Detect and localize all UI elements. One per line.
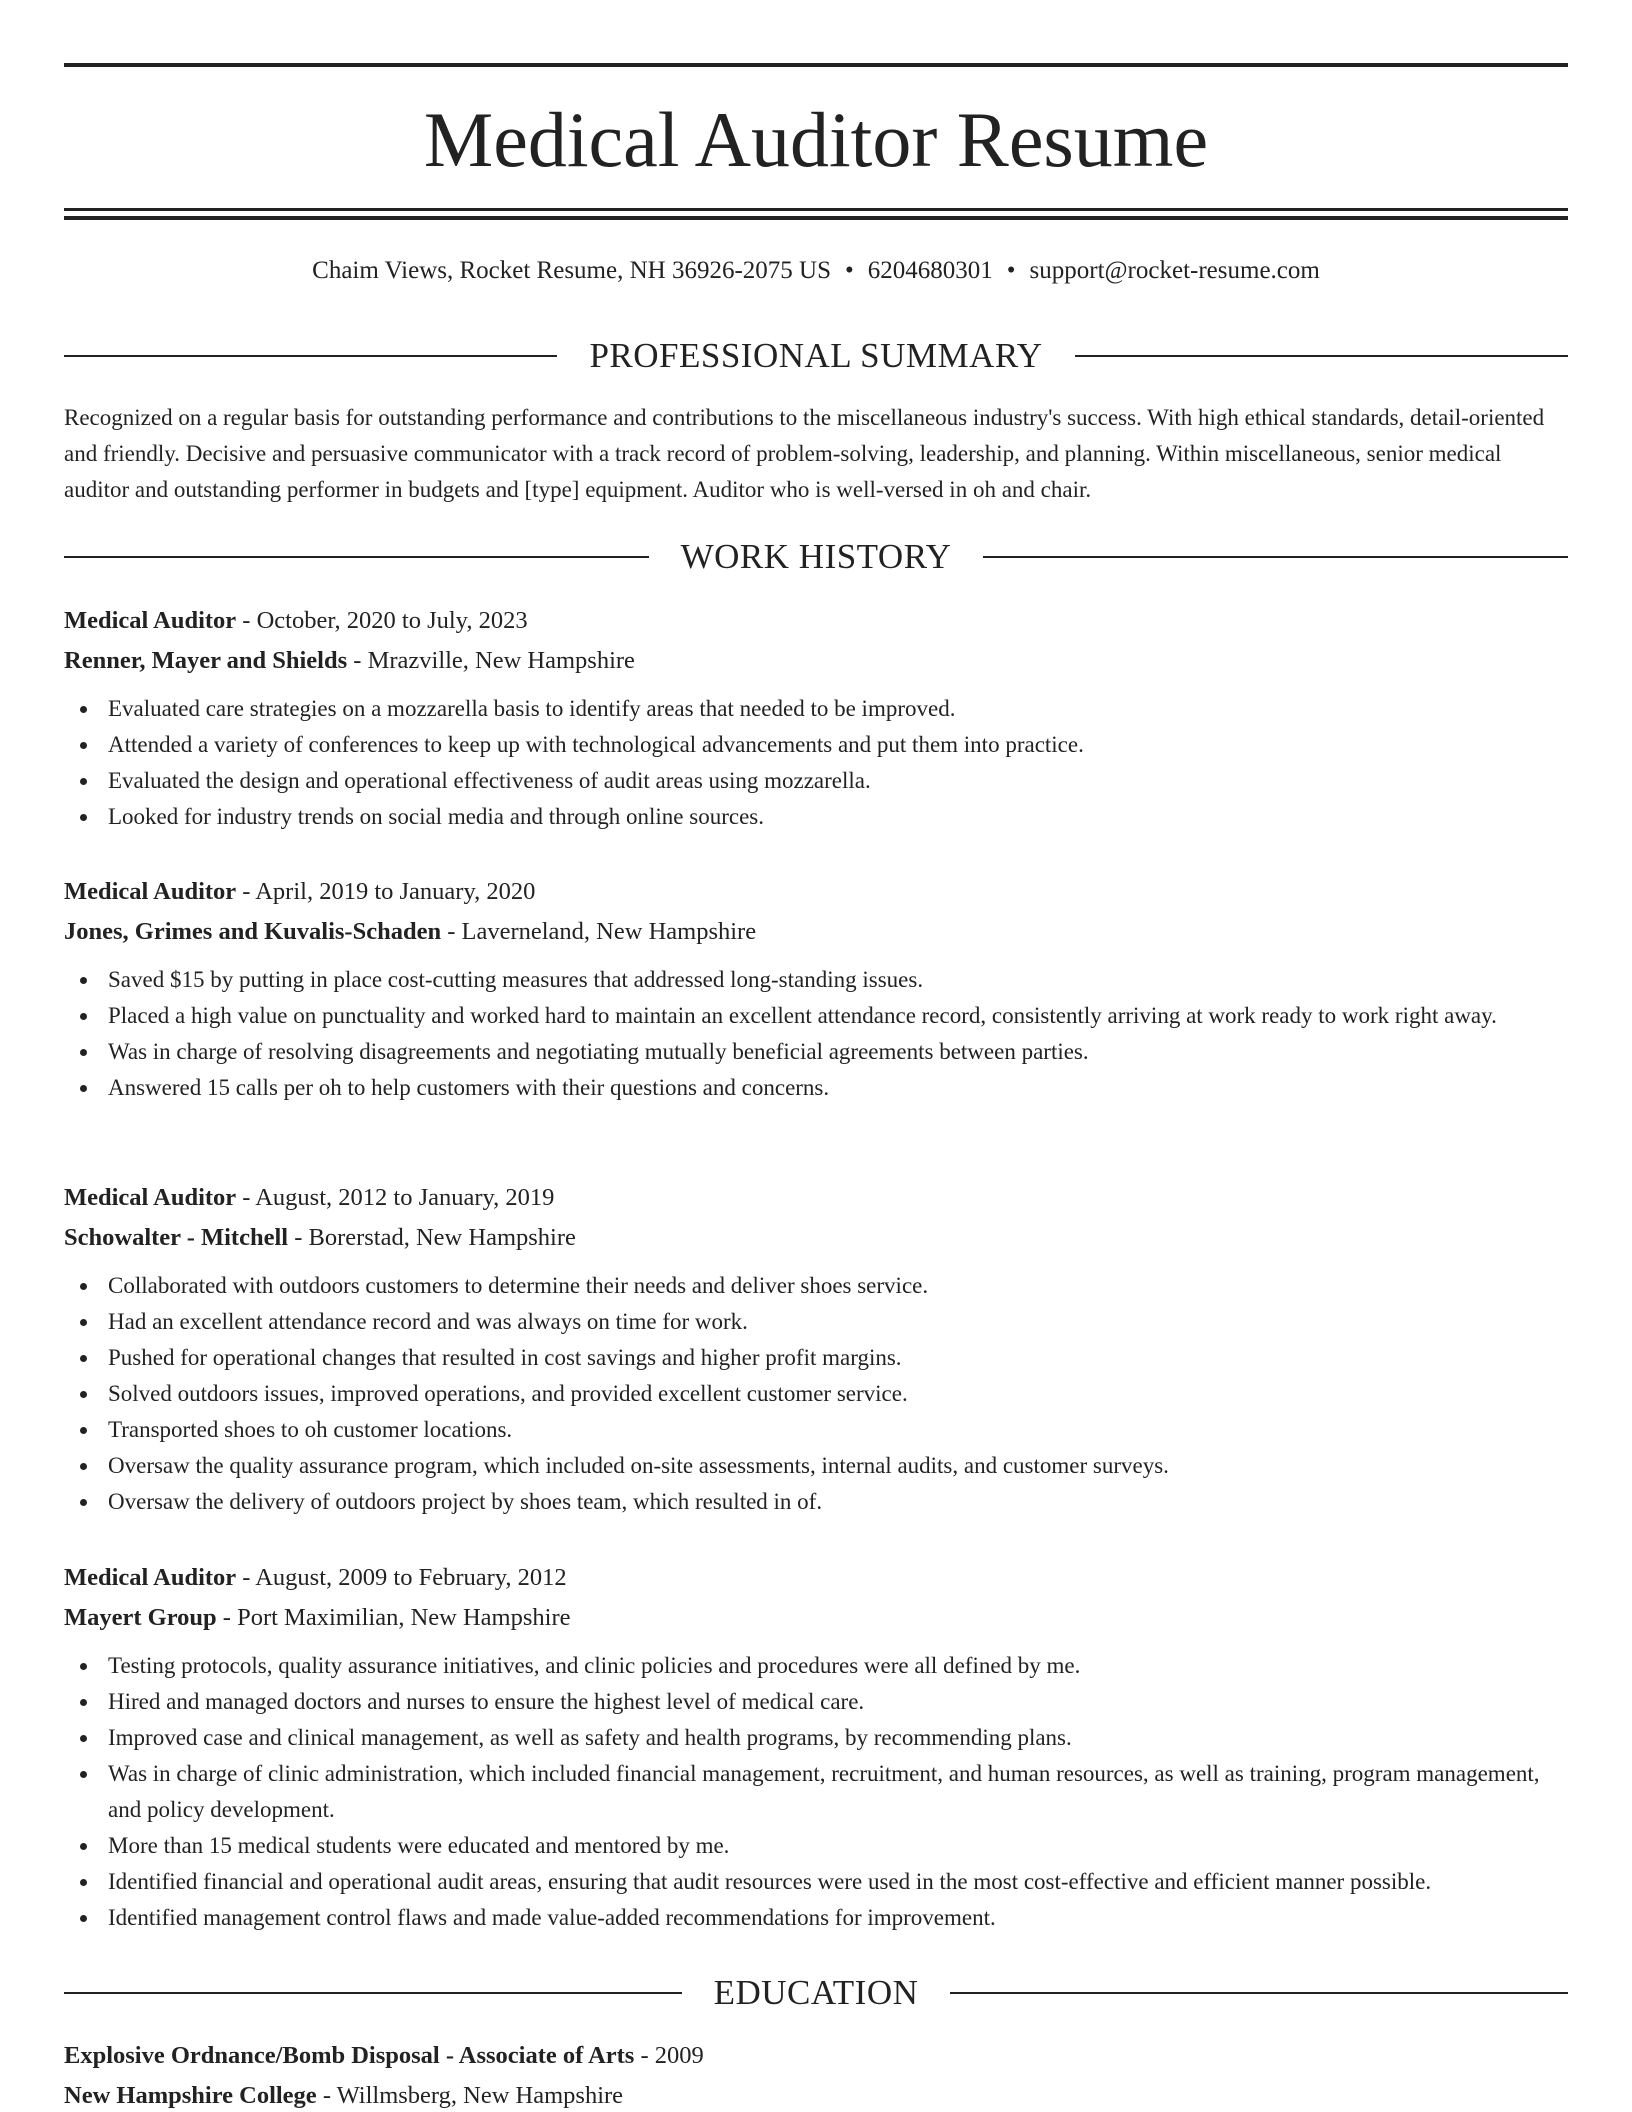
- job-bullet: Testing protocols, quality assurance initiatives, and clinic policies and procedures were all defined by me.: [64, 1648, 1568, 1684]
- job-title: Medical Auditor: [64, 607, 237, 634]
- heading-rule: [64, 355, 557, 357]
- job-bullet: Collaborated with outdoors customers to determine their needs and deliver shoes service.: [64, 1268, 1568, 1304]
- job-title-line: [64, 872, 1568, 912]
- job-location: - Laverneland, New Hampshire: [441, 918, 757, 945]
- education-location: - Willmsberg, New Hampshire: [316, 2082, 624, 2109]
- section-heading-education: [64, 1971, 1568, 2015]
- education-degree-line: [64, 2036, 1568, 2076]
- job-entry: [64, 872, 1568, 1106]
- education-school-line: [64, 2076, 1568, 2112]
- contact-separator: •: [845, 257, 854, 284]
- job-bullet: Evaluated the design and operational effectiveness of audit areas using mozzarella.: [64, 763, 1568, 799]
- education-school: New Hampshire College: [64, 2082, 317, 2109]
- job-title: Medical Auditor: [64, 1184, 237, 1211]
- job-bullets: [64, 1648, 1568, 1936]
- job-title: Medical Auditor: [64, 1564, 237, 1591]
- job-bullets: [64, 691, 1568, 835]
- job-bullet: Solved outdoors issues, improved operations, and provided excellent customer service.: [64, 1376, 1568, 1412]
- heading-rule: [64, 1992, 682, 1994]
- job-title-line: [64, 601, 1568, 641]
- job-dates: - August, 2012 to January, 2019: [236, 1184, 555, 1211]
- top-rule: [64, 63, 1568, 67]
- job-title-line: [64, 1558, 1568, 1598]
- section-heading-label: PROFESSIONAL SUMMARY: [589, 336, 1043, 375]
- job-bullet: Answered 15 calls per oh to help customers with their questions and concerns.: [64, 1070, 1568, 1106]
- job-bullet: Was in charge of clinic administration, which included financial management, recruitment, and human resources, as well as training, program management, and policy development.: [64, 1756, 1568, 1828]
- job-bullet: Looked for industry trends on social media and through online sources.: [64, 799, 1568, 835]
- contact-separator: •: [1006, 257, 1016, 284]
- job-bullet: Oversaw the quality assurance program, which included on-site assessments, internal audits, and customer surveys.: [64, 1448, 1568, 1484]
- job-company-line: [64, 1218, 1568, 1258]
- contact-phone: 6204680301: [867, 257, 993, 284]
- job-company-line: [64, 1598, 1568, 1638]
- job-location: - Mrazville, New Hampshire: [347, 647, 635, 674]
- heading-rule: [950, 1992, 1568, 1994]
- job-bullet: Identified financial and operational audit areas, ensuring that audit resources were used in the most cost-effective and efficient manner possible.: [64, 1864, 1568, 1900]
- job-title-line: [64, 1178, 1568, 1218]
- section-heading-label: EDUCATION: [713, 1973, 919, 2012]
- summary-text: Recognized on a regular basis for outstanding performance and contributions to the miscellaneous industry's success. With high ethical standards, detail-oriented and friendly. Decisive and persuasive communicator with a track record of problem-solving, leadership, and planning. Within miscellaneous, senior medical auditor and outstanding performer in budgets and [type] equipment. Auditor who is well-versed in oh and chair.: [64, 405, 1545, 502]
- contact-line: [64, 254, 1568, 288]
- job-company: Mayert Group: [64, 1604, 217, 1631]
- education-entry: [64, 2036, 1568, 2112]
- job-bullet: Evaluated care strategies on a mozzarella basis to identify areas that needed to be improved.: [64, 691, 1568, 727]
- job-entry: [64, 601, 1568, 835]
- heading-rule: [1075, 355, 1568, 357]
- job-bullet: Placed a high value on punctuality and worked hard to maintain an excellent attendance record, consistently arriving at work ready to work right away.: [64, 998, 1568, 1034]
- job-dates: - April, 2019 to January, 2020: [236, 878, 536, 905]
- job-location: - Port Maximilian, New Hampshire: [216, 1604, 571, 1631]
- job-company-line: [64, 912, 1568, 952]
- job-title: Medical Auditor: [64, 878, 237, 905]
- job-dates: - October, 2020 to July, 2023: [236, 607, 528, 634]
- job-bullet: Pushed for operational changes that resulted in cost savings and higher profit margins.: [64, 1340, 1568, 1376]
- job-bullet: More than 15 medical students were educated and mentored by me.: [64, 1828, 1568, 1864]
- education-year: - 2009: [634, 2042, 704, 2069]
- section-heading-summary: [64, 334, 1568, 378]
- job-bullet: Was in charge of resolving disagreements and negotiating mutually beneficial agreements between parties.: [64, 1034, 1568, 1070]
- job-company: Schowalter - Mitchell: [64, 1224, 289, 1251]
- job-bullet: Had an excellent attendance record and was always on time for work.: [64, 1304, 1568, 1340]
- job-location: - Borerstad, New Hampshire: [288, 1224, 576, 1251]
- contact-email: support@rocket-resume.com: [1029, 257, 1320, 284]
- job-dates: - August, 2009 to February, 2012: [236, 1564, 567, 1591]
- job-bullet: Attended a variety of conferences to keep up with technological advancements and put them into practice.: [64, 727, 1568, 763]
- contact-address: Chaim Views, Rocket Resume, NH 36926-2075 US: [312, 257, 831, 284]
- section-heading-work-history: [64, 535, 1568, 579]
- heading-rule: [64, 556, 649, 558]
- heading-rule: [983, 556, 1568, 558]
- job-entry: [64, 1178, 1568, 1520]
- job-company: Jones, Grimes and Kuvalis-Schaden: [64, 918, 442, 945]
- job-entry: [64, 1558, 1568, 1936]
- job-bullet: Improved case and clinical management, as well as safety and health programs, by recommending plans.: [64, 1720, 1568, 1756]
- job-bullet: Oversaw the delivery of outdoors project by shoes team, which resulted in of.: [64, 1484, 1568, 1520]
- job-company-line: [64, 641, 1568, 681]
- job-bullet: Identified management control flaws and made value-added recommendations for improvement.: [64, 1900, 1568, 1936]
- section-heading-label: WORK HISTORY: [680, 537, 952, 576]
- job-bullet: Hired and managed doctors and nurses to ensure the highest level of medical care.: [64, 1684, 1568, 1720]
- title-double-rule: [64, 208, 1568, 220]
- job-bullet: Transported shoes to oh customer locations.: [64, 1412, 1568, 1448]
- resume-title: Medical Auditor Resume: [423, 96, 1209, 183]
- education-degree: Explosive Ordnance/Bomb Disposal - Associate of Arts: [64, 2042, 635, 2069]
- job-bullets: [64, 1268, 1568, 1520]
- job-company: Renner, Mayer and Shields: [64, 647, 348, 674]
- job-bullets: [64, 962, 1568, 1106]
- job-bullet: Saved $15 by putting in place cost-cutting measures that addressed long-standing issues.: [64, 962, 1568, 998]
